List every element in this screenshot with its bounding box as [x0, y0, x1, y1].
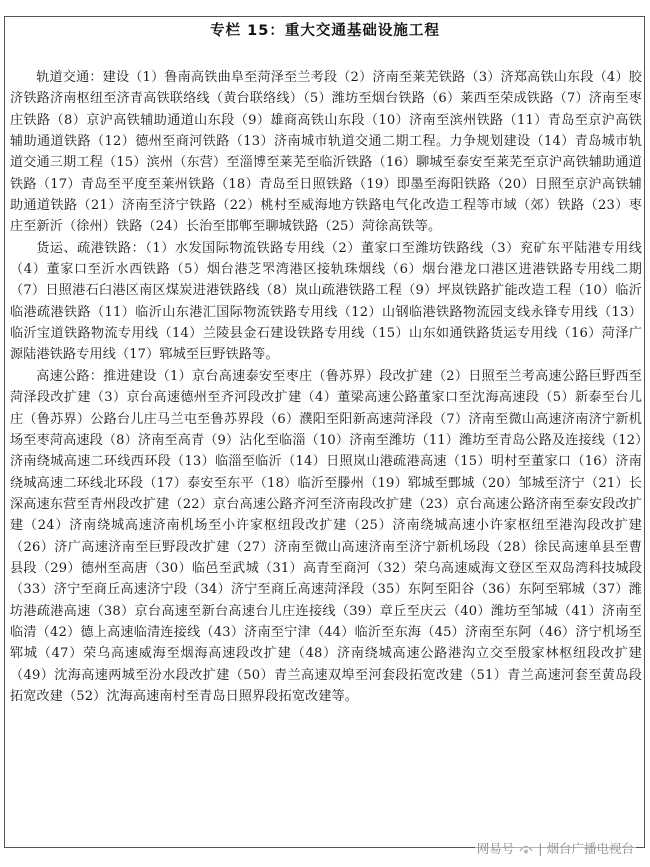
watermark-author: 烟台广播电视台 — [546, 841, 634, 856]
column-body — [10, 67, 642, 707]
watermark — [475, 839, 636, 857]
section-label: 高速公路： — [36, 368, 104, 384]
section-text: 建设（1）鲁南高铁曲阜至菏泽至兰考段（2）济南至莱芜铁路（3）济郑高铁山东段（4）胶济铁路济南枢纽至济青高铁联络线（黄台联络线）（5）潍坊至烟台铁路（6）莱西至荣成铁路（7）济南至枣庄铁路（8）京沪高铁辅助通道山东段（9）雄商高铁山东段（10）济南至滨州铁路（11）青岛至京沪高铁辅助通道铁路（12）德州至商河铁路（13）济南城市轨道交通二期工程。力争规划建设（14）青岛城市轨道交通三期工程（15）滨州（东营）至淄博至莱芜至临沂铁路（16）聊城至泰安至莱芜至京沪高铁辅助通道铁路（17）青岛至平度至莱州铁路（18）青岛至日照铁路（19）即墨至海阳铁路（20）日照至京沪高铁辅助通道铁路（21）济南至济宁铁路（22）桃村至威海地方铁路电气化改造工程等市域（郊）铁路（23）枣庄至新沂（徐州）铁路（24）长治至邯郸至聊城铁路（25）菏徐高铁等。 — [10, 70, 642, 235]
section-label: 轨道交通： — [36, 70, 103, 85]
section-label: 货运、疏港铁路： — [36, 240, 146, 256]
watermark-source: 网易号 — [476, 841, 515, 856]
watermark-separator: | — [538, 840, 543, 856]
section-freight-railway — [10, 238, 642, 366]
section-rail-transit — [10, 67, 642, 238]
section-expressway — [10, 366, 642, 708]
section-text: 推进建设（1）京台高速泰安至枣庄（鲁苏界）段改扩建（2）日照至兰考高速公路巨野西至菏泽段改扩建（3）京台高速德州至齐河段改扩建（4）董梁高速公路董家口至沈海高速段（5）新泰至台儿庄（鲁苏界）公路台儿庄马兰屯至鲁苏界段（6）濮阳至阳新高速菏泽段（7）济南至微山高速济南济宁新机场至枣菏高速段（8）济南至高青（9）沾化至临淄（10）济南至潍坊（11）潍坊至青岛公路及连接线（12）济南绕城高速二环线西环段（13）临淄至临沂（14）日照岚山港疏港高速（15）明村至董家口（16）济南绕城高速二环线北环段（17）泰安至东平（18）临沂至滕州（19）郓城至鄄城（20）邹城至济宁（21）长深高速东营至青州段改扩建（22）京台高速公路齐河至济南段改扩建（23）京台高速公路济南至泰安段改扩建（24）济南绕城高速济南机场至小许家枢纽段改扩建（25）济南绕城高速小许家枢纽至港沟段改扩建（26）济广高速济南至巨野段改扩建（27）济南至微山高速济南至济宁新机场段（28）徐民高速单县至曹县段（29）德州至高唐（30）临邑至武城（31）高青至商河（32）荣乌高速威海文登区至双岛湾科技城段（33）济宁至商丘高速济宁段（34）济宁至商丘高速菏泽段（35）东阿至阳谷（36）东阿至郓城（37）潍坊港疏港高速（38）京台高速至新台高速台儿庄连接线（39）章丘至庆云（40）潍坊至邹城（41）济南至临清（42）德上高速临清连接线（43）济南至宁津（44）临沂至东海（45）济南至东阿（46）济宁机场至郓城（47）荣乌高速威海至烟海高速段改扩建（48）济南绕城高速公路港沟立交至殷家林枢纽段改扩建（49）沈海高速两城至汾水段改扩建（50）青兰高速双埠至河套段拓宽改建（51）青兰高速河套至黄岛段拓宽改建（52）沈海高速南村至青岛日照界段拓宽改建等。 — [10, 368, 643, 704]
column-title: 专栏 15：重大交通基础设施工程 — [210, 23, 440, 39]
section-text: （1）水发国际物流铁路专用线（2）董家口至潍坊铁路线（3）兖矿东平陆港专用线（4）董家口至沂水西铁路（5）烟台港芝罘湾港区接轨珠烟线（6）烟台港龙口港区进港铁路专用线二期（7）日照港石臼港区南区煤炭进港铁路线（8）岚山疏港铁路工程（9）坪岚铁路扩能改造工程（10）临沂临港疏港铁路（11）临沂山东港汇国际物流铁路专用线（12）山钢临港铁路物流园支线永锋专用线（13）临沂宝道铁路物流专用线（14）兰陵县金石建设铁路专用线（15）山东如通铁路货运专用线（16）菏泽广源陆港铁路专用线（17）郓城至巨野铁路等。 — [10, 240, 643, 363]
app-logo-icon — [518, 841, 534, 855]
